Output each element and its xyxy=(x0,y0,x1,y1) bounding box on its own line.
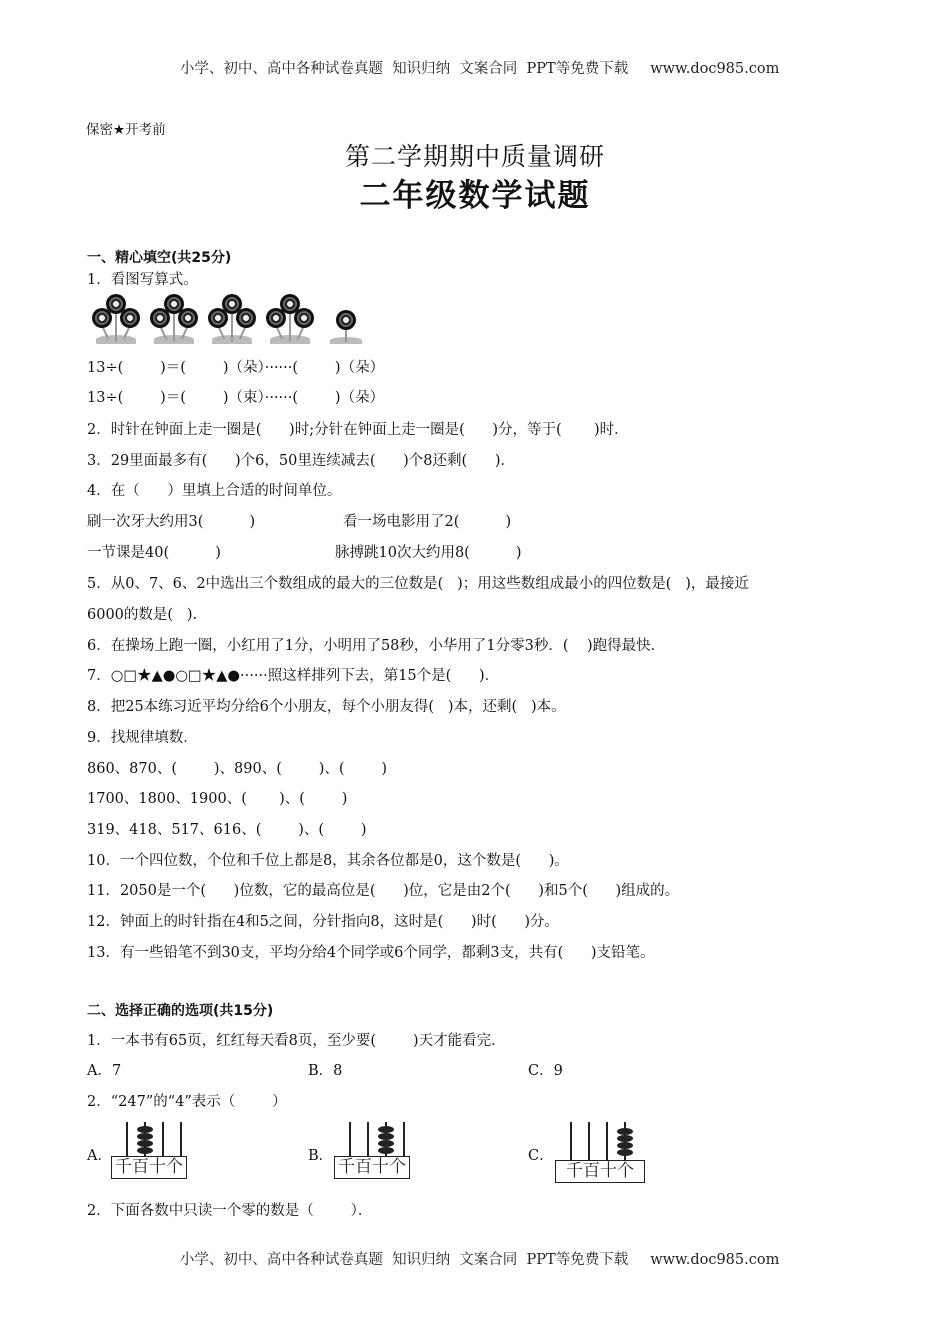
s1-q7: 7．○□★▲●○□★▲●······照这样排列下去，第15个是( )． xyxy=(87,668,500,684)
exam-title: 二年级数学试题 xyxy=(359,178,591,214)
s1-q9-row: 860、870、( )、890、( )、( ) xyxy=(87,761,388,777)
s1-q9-row: 319、418、517、616、( )、( ) xyxy=(87,822,367,838)
s2-q1-stem: 1．一本书有65页，红红每天看8页，至少要( )天才能看完． xyxy=(87,1033,506,1049)
flower-bunch-icon xyxy=(264,294,316,344)
s1-q1-eq1: 13÷( )＝( )（朵）······( )（朵） xyxy=(87,360,385,376)
s1-q13: 13．有一些铅笔不到30支，平均分给4个同学或6个同学，都剩3支，共有( )支铅笔。 xyxy=(87,945,655,961)
section2-title: 二、选择正确的选项(共15分) xyxy=(87,1003,274,1019)
single-flower-icon xyxy=(328,294,364,344)
s1-q4-stem: 4．在（ ）里填上合适的时间单位。 xyxy=(87,483,342,499)
s2-q2-option-b-label: B． xyxy=(308,1148,334,1164)
s1-q5-line2: 6000的数是( ). xyxy=(87,607,198,623)
flower-bunch-icon xyxy=(90,294,142,344)
s1-q5-line1: 5．从0、7、6、2中选出三个数组成的最大的三位数是( )；用这些数组成最小的四位数是( )，最接近 xyxy=(87,576,749,592)
header-banner-url[interactable]: www.doc985.com xyxy=(650,61,780,77)
s2-q2-stem: 2．“247”的“4”表示（ ） xyxy=(87,1094,287,1110)
s2-q1-option-a: A．7 xyxy=(87,1063,122,1079)
flower-bunch-icon xyxy=(206,294,258,344)
abacus-place-labels: 千百十个 xyxy=(555,1160,645,1183)
abacus-place-labels: 千百十个 xyxy=(111,1156,187,1179)
s1-q12: 12．钟面上的时针指在4和5之间，分针指向8，这时是( )时( )分。 xyxy=(87,914,560,930)
exam-subtitle: 第二学期期中质量调研 xyxy=(344,142,605,171)
s1-q4-item: 一节课是40( ) xyxy=(87,545,221,561)
confidential-label: 保密★开考前 xyxy=(86,122,166,138)
s1-q4-item: 刷一次牙大约用3( ) xyxy=(87,514,256,530)
abacus-b-icon xyxy=(334,1122,410,1179)
footer-banner-url[interactable]: www.doc985.com xyxy=(650,1252,780,1268)
s1-q11: 11．2050是一个( )位数，它的最高位是( )位，它是由2个( )和5个( )组成的。 xyxy=(87,883,680,899)
s2-q2-option-c-label: C． xyxy=(528,1148,554,1164)
abacus-a-icon xyxy=(111,1122,187,1179)
header-banner-text: 小学、初中、高中各种试卷真题 知识归纳 文案合同 PPT等免费下载 xyxy=(179,61,629,77)
footer-banner xyxy=(0,1232,950,1269)
section1-title: 一、精心填空(共25分) xyxy=(87,250,232,266)
s1-q9-stem: 9．找规律填数． xyxy=(87,730,198,746)
s2-q2-option-a-label: A． xyxy=(87,1148,112,1164)
s1-q10: 10．一个四位数，个位和千位上都是8，其余各位都是0，这个数是( )。 xyxy=(87,853,569,869)
s1-q4-item: 看一场电影用了2( ) xyxy=(343,514,512,530)
s2-q1-option-c: C．9 xyxy=(528,1063,563,1079)
s1-q8: 8．把25本练习近平均分给6个小朋友，每个小朋友得( )本，还剩( )本。 xyxy=(87,699,566,715)
s1-q3: 3．29里面最多有( )个6，50里连续减去( )个8还剩( )． xyxy=(87,453,515,469)
s1-q1-eq2: 13÷( )＝( )（束）······( )（朵） xyxy=(87,390,385,406)
flower-illustration xyxy=(90,294,364,344)
header-banner xyxy=(0,41,950,78)
s1-q2: 2．时针在钟面上走一圈是( )时;分针在钟面上走一圈是( )分，等于( )时． xyxy=(87,422,629,438)
footer-banner-text: 小学、初中、高中各种试卷真题 知识归纳 文案合同 PPT等免费下载 xyxy=(179,1252,629,1268)
s1-q4-item: 脉搏跳10次大约用8( ) xyxy=(335,545,522,561)
abacus-c-icon xyxy=(555,1122,645,1184)
s2-q1-option-b: B．8 xyxy=(308,1063,343,1079)
s1-q6: 6．在操场上跑一圈，小红用了1分，小明用了58秒，小华用了1分零3秒．( )跑得最快． xyxy=(87,638,666,654)
s2-q3: 2．下面各数中只读一个零的数是（ ）． xyxy=(87,1203,373,1219)
flower-bunch-icon xyxy=(148,294,200,344)
s1-q1-stem: 1．看图写算式。 xyxy=(87,272,198,288)
abacus-place-labels: 千百十个 xyxy=(334,1156,410,1179)
s1-q9-row: 1700、1800、1900、( )、( ) xyxy=(87,791,348,807)
